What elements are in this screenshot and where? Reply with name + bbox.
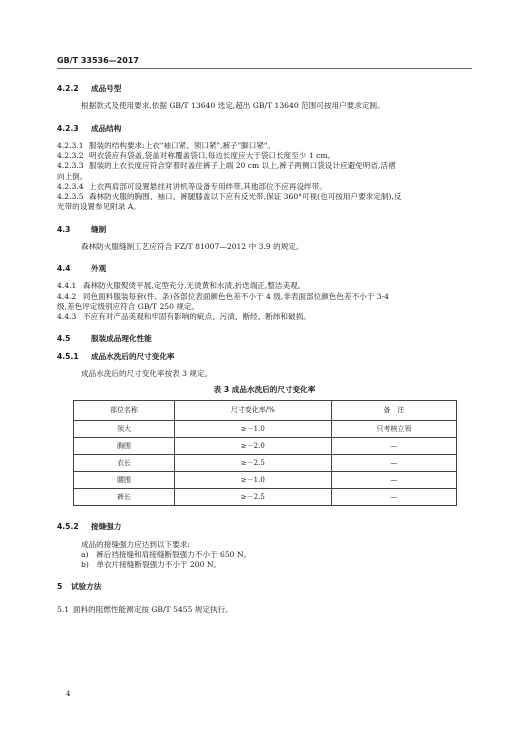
clause-text: 同色面料服装每套(件、条)各部位表面颜色色差不小于 4 级,非表面部位颜色色差不小于 3-4 bbox=[83, 291, 390, 301]
section-title: 成品水洗后的尺寸变化率 bbox=[91, 351, 175, 361]
clause-4-2-3-4 bbox=[57, 182, 472, 192]
table-row bbox=[74, 421, 457, 438]
table-header-row bbox=[74, 401, 457, 421]
table-cell: 裤长 bbox=[74, 489, 175, 506]
section-4-4-heading bbox=[57, 264, 472, 274]
page-number: 4 bbox=[66, 690, 71, 698]
clause-number: 4.2.3.3 bbox=[57, 161, 84, 171]
clause-number: 4.4.3 bbox=[57, 312, 77, 321]
paragraph: 根据款式及使用要求,依据 GB/T 13640 选定,超出 GB/T 13640 范围可按用户要求定制。 bbox=[81, 101, 385, 111]
clause-4-2-3-2 bbox=[57, 151, 472, 161]
section-4-5-2-heading bbox=[57, 522, 472, 532]
section-title: 成品号型 bbox=[91, 84, 122, 93]
clause-text: 面料的阻燃性能测定按 GB/T 5455 规定执行。 bbox=[73, 604, 233, 614]
table-cell: 腰围 bbox=[74, 472, 175, 489]
shrinkage-table bbox=[73, 400, 457, 506]
table-cell: 领大 bbox=[74, 421, 175, 438]
section-title: 缝制 bbox=[91, 224, 107, 234]
table-cell: ≥－1.0 bbox=[174, 472, 331, 489]
table-cell: 只考核立领 bbox=[331, 421, 456, 438]
section-4-3-heading bbox=[57, 225, 472, 235]
section-title: 试验方法 bbox=[71, 582, 102, 592]
clause-4-4-3 bbox=[57, 312, 472, 322]
section-number: 4.2.3 bbox=[57, 123, 79, 133]
section-number: 4.5.1 bbox=[57, 351, 79, 361]
column-header: 备 注 bbox=[331, 401, 456, 421]
clause-number: 4.2.3.2 bbox=[57, 151, 84, 160]
paragraph: 森林防火服缝制工艺应符合 FZ/T 81007—2012 中 3.9 的规定。 bbox=[81, 241, 304, 251]
column-header: 尺寸变化率/% bbox=[174, 401, 331, 421]
clause-text: 森林防火服熨烫平展,定型充分,无烫黄和水渍,折迭端正,整洁美观。 bbox=[83, 281, 306, 291]
clause-text-continued: 向上倒。 bbox=[57, 171, 88, 181]
section-4-2-2-heading bbox=[57, 84, 472, 94]
section-number: 4.4 bbox=[57, 264, 71, 273]
clause-text: 服装的上衣长度应符合穿着时盖住裤子上端 20 cm 以上,裤子两侧口袋设计应避免明省,活褶 bbox=[89, 161, 396, 171]
table-cell: ≥－2.5 bbox=[174, 489, 331, 506]
clause-number: 4.2.3.1 bbox=[57, 140, 84, 150]
table-cell: — bbox=[331, 489, 456, 506]
standard-number: GB/T 33536—2017 bbox=[57, 56, 139, 65]
section-number: 4.5.2 bbox=[57, 522, 79, 532]
section-4-5-1-heading bbox=[57, 352, 472, 362]
header-rule bbox=[57, 68, 472, 69]
section-4-5-heading bbox=[57, 334, 472, 344]
section-title: 服装成品理化性能 bbox=[91, 334, 152, 344]
clause-4-2-3-3 bbox=[57, 161, 472, 171]
table-cell: ≥－2.0 bbox=[174, 438, 331, 455]
paragraph: 成品的接缝强力应达到以下要求: bbox=[81, 539, 190, 549]
section-number: 4.5 bbox=[57, 334, 71, 344]
clause-4-4-1 bbox=[57, 281, 472, 291]
table-cell: — bbox=[331, 472, 456, 489]
clause-4-2-3-1 bbox=[57, 141, 472, 151]
clause-number: 5.1 bbox=[57, 604, 70, 614]
section-4-2-3-heading bbox=[57, 124, 472, 134]
section-title: 外观 bbox=[91, 264, 107, 273]
section-title: 接缝强力 bbox=[91, 522, 122, 532]
clause-text-continued: 级,差色评定级别应符合 GB/T 250 规定。 bbox=[57, 301, 200, 311]
table-cell: 胸围 bbox=[74, 438, 175, 455]
list-item: b) 单衣片接缝断裂强力不小于 200 N。 bbox=[81, 560, 222, 569]
clause-5-1 bbox=[57, 605, 472, 615]
table-row bbox=[74, 489, 457, 506]
section-number: 4.3 bbox=[57, 224, 71, 234]
clause-4-2-3-5 bbox=[57, 192, 472, 202]
column-header: 部位名称 bbox=[74, 401, 175, 421]
clause-number: 4.2.3.5 bbox=[57, 192, 84, 201]
section-title: 成品结构 bbox=[91, 123, 122, 133]
table-cell: — bbox=[331, 438, 456, 455]
table-row bbox=[74, 438, 457, 455]
clause-4-4-2 bbox=[57, 292, 472, 302]
table-caption: 表 3 成品水洗后的尺寸变化率 bbox=[213, 385, 316, 394]
paragraph: 成品水洗后的尺寸变化率按表 3 规定。 bbox=[81, 368, 213, 378]
section-number: 4.2.2 bbox=[57, 84, 79, 93]
table-row bbox=[74, 455, 457, 472]
document-body bbox=[57, 84, 472, 615]
table-cell: — bbox=[331, 455, 456, 472]
clause-text: 服装的结构要求:上衣"袖口紧、领口紧",裤子"脚口紧"。 bbox=[89, 140, 276, 150]
table-cell: ≥－1.0 bbox=[174, 421, 331, 438]
clause-text: 不应有对产品美观和牢固有影响的疵点、污渍、断经、断纬和破损。 bbox=[83, 312, 311, 321]
clause-text: 明衣袋应有袋盖,袋盖对称覆盖袋口,每边长度应大于袋口长度至少 1 cm。 bbox=[89, 151, 336, 160]
clause-number: 4.2.3.4 bbox=[57, 181, 84, 191]
table-cell: 衣长 bbox=[74, 455, 175, 472]
section-5-heading bbox=[57, 582, 472, 592]
clause-number: 4.4.2 bbox=[57, 291, 77, 301]
clause-number: 4.4.1 bbox=[57, 281, 77, 291]
clause-text: 森林防火服的胸围、袖口、裤腿膝盖以下应有反光带,保证 360°可视(也可按用户要求定制),反 bbox=[89, 192, 402, 201]
section-number: 5 bbox=[57, 582, 63, 592]
table-row bbox=[74, 472, 457, 489]
clause-text: 上衣两肩部可设置悬挂对讲机等设备专用绊带,其他部位不应再设绊带。 bbox=[89, 181, 327, 191]
list-item: a) 裤后裆接缝和肩接缝断裂强力不小于 650 N。 bbox=[81, 549, 252, 559]
clause-text-continued: 光带的设置参见附录 A。 bbox=[57, 202, 141, 212]
table-cell: ≥－2.5 bbox=[174, 455, 331, 472]
